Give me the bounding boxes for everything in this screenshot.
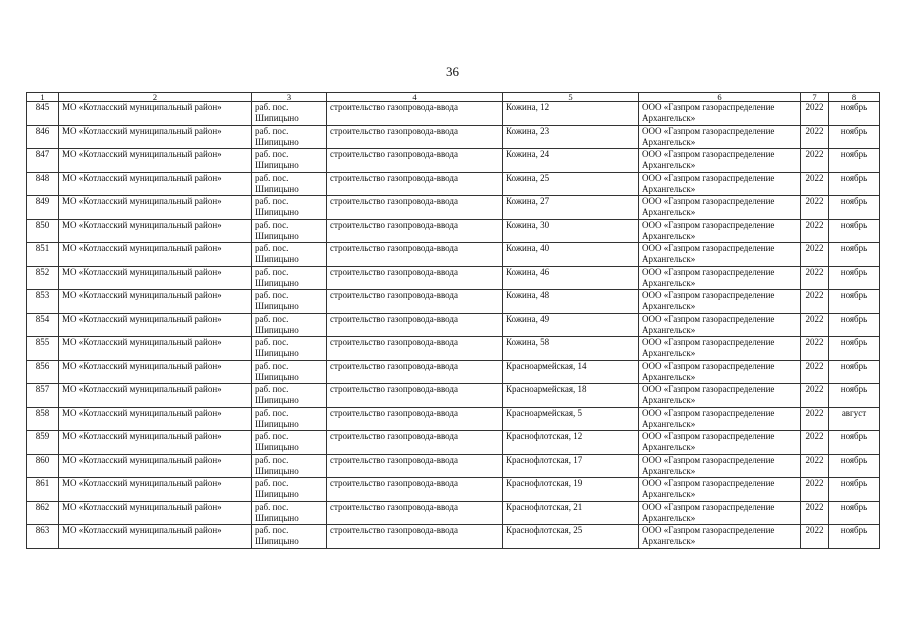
table-row	[27, 313, 880, 337]
organization-cell: ООО «Газпром газораспределение Архангельск»	[639, 313, 801, 337]
address-cell: Кожина, 24	[503, 149, 639, 173]
table-row	[27, 196, 880, 220]
settlement-cell: раб. пос. Шипицыно	[252, 431, 327, 455]
table-row	[27, 243, 880, 267]
work-type-cell: строительство газопровода-ввода	[327, 172, 503, 196]
month-cell: ноябрь	[829, 149, 880, 173]
table-row	[27, 478, 880, 502]
year-cell: 2022	[801, 431, 829, 455]
municipality-cell: МО «Котласский муниципальный район»	[59, 384, 252, 408]
address-cell: Красноармейская, 18	[503, 384, 639, 408]
month-cell: ноябрь	[829, 525, 880, 549]
work-type-cell: строительство газопровода-ввода	[327, 337, 503, 361]
row-number-cell: 851	[27, 243, 59, 267]
work-type-cell: строительство газопровода-ввода	[327, 290, 503, 314]
municipality-cell: МО «Котласский муниципальный район»	[59, 360, 252, 384]
municipality-cell: МО «Котласский муниципальный район»	[59, 266, 252, 290]
row-number-cell: 858	[27, 407, 59, 431]
settlement-cell: раб. пос. Шипицыно	[252, 290, 327, 314]
year-cell: 2022	[801, 313, 829, 337]
column-number: 1	[27, 93, 59, 102]
address-cell: Краснофлотская, 25	[503, 525, 639, 549]
municipality-cell: МО «Котласский муниципальный район»	[59, 431, 252, 455]
work-type-cell: строительство газопровода-ввода	[327, 478, 503, 502]
month-cell: ноябрь	[829, 172, 880, 196]
column-number: 2	[59, 93, 252, 102]
work-type-cell: строительство газопровода-ввода	[327, 243, 503, 267]
organization-cell: ООО «Газпром газораспределение Архангельск»	[639, 478, 801, 502]
settlement-cell: раб. пос. Шипицыно	[252, 243, 327, 267]
settlement-cell: раб. пос. Шипицыно	[252, 266, 327, 290]
year-cell: 2022	[801, 525, 829, 549]
row-number-cell: 863	[27, 525, 59, 549]
year-cell: 2022	[801, 501, 829, 525]
row-number-cell: 850	[27, 219, 59, 243]
work-type-cell: строительство газопровода-ввода	[327, 149, 503, 173]
year-cell: 2022	[801, 360, 829, 384]
table-row	[27, 360, 880, 384]
address-cell: Кожина, 23	[503, 125, 639, 149]
month-cell: ноябрь	[829, 431, 880, 455]
municipality-cell: МО «Котласский муниципальный район»	[59, 337, 252, 361]
settlement-cell: раб. пос. Шипицыно	[252, 407, 327, 431]
municipality-cell: МО «Котласский муниципальный район»	[59, 501, 252, 525]
year-cell: 2022	[801, 266, 829, 290]
organization-cell: ООО «Газпром газораспределение Архангельск»	[639, 243, 801, 267]
row-number-cell: 861	[27, 478, 59, 502]
organization-cell: ООО «Газпром газораспределение Архангельск»	[639, 431, 801, 455]
address-cell: Красноармейская, 5	[503, 407, 639, 431]
table-row	[27, 149, 880, 173]
row-number-cell: 859	[27, 431, 59, 455]
column-number: 5	[503, 93, 639, 102]
month-cell: ноябрь	[829, 337, 880, 361]
table-row	[27, 102, 880, 126]
work-type-cell: строительство газопровода-ввода	[327, 125, 503, 149]
row-number-cell: 857	[27, 384, 59, 408]
organization-cell: ООО «Газпром газораспределение Архангельск»	[639, 149, 801, 173]
organization-cell: ООО «Газпром газораспределение Архангельск»	[639, 266, 801, 290]
row-number-cell: 845	[27, 102, 59, 126]
month-cell: ноябрь	[829, 196, 880, 220]
table-row	[27, 501, 880, 525]
column-number: 8	[829, 93, 880, 102]
year-cell: 2022	[801, 125, 829, 149]
year-cell: 2022	[801, 407, 829, 431]
work-type-cell: строительство газопровода-ввода	[327, 219, 503, 243]
organization-cell: ООО «Газпром газораспределение Архангельск»	[639, 407, 801, 431]
row-number-cell: 852	[27, 266, 59, 290]
month-cell: ноябрь	[829, 219, 880, 243]
row-number-cell: 848	[27, 172, 59, 196]
organization-cell: ООО «Газпром газораспределение Архангельск»	[639, 501, 801, 525]
table-row	[27, 172, 880, 196]
work-type-cell: строительство газопровода-ввода	[327, 407, 503, 431]
settlement-cell: раб. пос. Шипицыно	[252, 313, 327, 337]
work-type-cell: строительство газопровода-ввода	[327, 454, 503, 478]
row-number-cell: 853	[27, 290, 59, 314]
organization-cell: ООО «Газпром газораспределение Архангельск»	[639, 360, 801, 384]
municipality-cell: МО «Котласский муниципальный район»	[59, 172, 252, 196]
organization-cell: ООО «Газпром газораспределение Архангельск»	[639, 525, 801, 549]
month-cell: ноябрь	[829, 125, 880, 149]
month-cell: ноябрь	[829, 313, 880, 337]
address-cell: Красноармейская, 14	[503, 360, 639, 384]
address-cell: Краснофлотская, 21	[503, 501, 639, 525]
municipality-cell: МО «Котласский муниципальный район»	[59, 313, 252, 337]
column-number: 7	[801, 93, 829, 102]
table-row	[27, 290, 880, 314]
settlement-cell: раб. пос. Шипицыно	[252, 196, 327, 220]
month-cell: ноябрь	[829, 360, 880, 384]
table-row	[27, 266, 880, 290]
row-number-cell: 856	[27, 360, 59, 384]
work-type-cell: строительство газопровода-ввода	[327, 196, 503, 220]
organization-cell: ООО «Газпром газораспределение Архангельск»	[639, 125, 801, 149]
month-cell: ноябрь	[829, 266, 880, 290]
work-type-cell: строительство газопровода-ввода	[327, 384, 503, 408]
organization-cell: ООО «Газпром газораспределение Архангельск»	[639, 102, 801, 126]
organization-cell: ООО «Газпром газораспределение Архангельск»	[639, 384, 801, 408]
work-type-cell: строительство газопровода-ввода	[327, 501, 503, 525]
month-cell: ноябрь	[829, 454, 880, 478]
address-cell: Кожина, 40	[503, 243, 639, 267]
municipality-cell: МО «Котласский муниципальный район»	[59, 478, 252, 502]
work-type-cell: строительство газопровода-ввода	[327, 431, 503, 455]
work-type-cell: строительство газопровода-ввода	[327, 266, 503, 290]
municipality-cell: МО «Котласский муниципальный район»	[59, 149, 252, 173]
address-cell: Краснофлотская, 17	[503, 454, 639, 478]
column-number: 6	[639, 93, 801, 102]
table-row	[27, 525, 880, 549]
row-number-cell: 854	[27, 313, 59, 337]
year-cell: 2022	[801, 384, 829, 408]
year-cell: 2022	[801, 454, 829, 478]
page-number: 36	[446, 64, 459, 79]
municipality-cell: МО «Котласский муниципальный район»	[59, 196, 252, 220]
address-cell: Кожина, 30	[503, 219, 639, 243]
month-cell: ноябрь	[829, 290, 880, 314]
month-cell: ноябрь	[829, 478, 880, 502]
year-cell: 2022	[801, 290, 829, 314]
table-row	[27, 407, 880, 431]
organization-cell: ООО «Газпром газораспределение Архангельск»	[639, 337, 801, 361]
address-cell: Кожина, 12	[503, 102, 639, 126]
municipality-cell: МО «Котласский муниципальный район»	[59, 454, 252, 478]
settlement-cell: раб. пос. Шипицыно	[252, 125, 327, 149]
table-row	[27, 431, 880, 455]
column-number: 4	[327, 93, 503, 102]
row-number-cell: 860	[27, 454, 59, 478]
month-cell: август	[829, 407, 880, 431]
settlement-cell: раб. пос. Шипицыно	[252, 149, 327, 173]
settlement-cell: раб. пос. Шипицыно	[252, 454, 327, 478]
settlement-cell: раб. пос. Шипицыно	[252, 501, 327, 525]
address-cell: Краснофлотская, 12	[503, 431, 639, 455]
settlement-cell: раб. пос. Шипицыно	[252, 219, 327, 243]
municipality-cell: МО «Котласский муниципальный район»	[59, 125, 252, 149]
work-type-cell: строительство газопровода-ввода	[327, 360, 503, 384]
municipality-cell: МО «Котласский муниципальный район»	[59, 219, 252, 243]
organization-cell: ООО «Газпром газораспределение Архангельск»	[639, 219, 801, 243]
year-cell: 2022	[801, 478, 829, 502]
year-cell: 2022	[801, 102, 829, 126]
row-number-cell: 862	[27, 501, 59, 525]
organization-cell: ООО «Газпром газораспределение Архангельск»	[639, 290, 801, 314]
year-cell: 2022	[801, 196, 829, 220]
address-cell: Кожина, 25	[503, 172, 639, 196]
column-number: 3	[252, 93, 327, 102]
settlement-cell: раб. пос. Шипицыно	[252, 478, 327, 502]
month-cell: ноябрь	[829, 102, 880, 126]
row-number-cell: 849	[27, 196, 59, 220]
year-cell: 2022	[801, 149, 829, 173]
address-cell: Кожина, 58	[503, 337, 639, 361]
row-number-cell: 855	[27, 337, 59, 361]
address-cell: Кожина, 46	[503, 266, 639, 290]
settlement-cell: раб. пос. Шипицыно	[252, 172, 327, 196]
settlement-cell: раб. пос. Шипицыно	[252, 384, 327, 408]
organization-cell: ООО «Газпром газораспределение Архангельск»	[639, 172, 801, 196]
work-type-cell: строительство газопровода-ввода	[327, 102, 503, 126]
work-type-cell: строительство газопровода-ввода	[327, 313, 503, 337]
column-number-row	[27, 93, 880, 102]
address-cell: Кожина, 27	[503, 196, 639, 220]
table-row	[27, 384, 880, 408]
year-cell: 2022	[801, 243, 829, 267]
organization-cell: ООО «Газпром газораспределение Архангельск»	[639, 196, 801, 220]
month-cell: ноябрь	[829, 243, 880, 267]
settlement-cell: раб. пос. Шипицыно	[252, 360, 327, 384]
settlement-cell: раб. пос. Шипицыно	[252, 337, 327, 361]
year-cell: 2022	[801, 337, 829, 361]
gas-pipeline-register-table	[26, 92, 880, 549]
address-cell: Краснофлотская, 19	[503, 478, 639, 502]
municipality-cell: МО «Котласский муниципальный район»	[59, 525, 252, 549]
row-number-cell: 847	[27, 149, 59, 173]
municipality-cell: МО «Котласский муниципальный район»	[59, 243, 252, 267]
month-cell: ноябрь	[829, 384, 880, 408]
settlement-cell: раб. пос. Шипицыно	[252, 525, 327, 549]
table-row	[27, 337, 880, 361]
year-cell: 2022	[801, 172, 829, 196]
municipality-cell: МО «Котласский муниципальный район»	[59, 407, 252, 431]
address-cell: Кожина, 49	[503, 313, 639, 337]
table-row	[27, 125, 880, 149]
row-number-cell: 846	[27, 125, 59, 149]
month-cell: ноябрь	[829, 501, 880, 525]
table-row	[27, 454, 880, 478]
municipality-cell: МО «Котласский муниципальный район»	[59, 102, 252, 126]
address-cell: Кожина, 48	[503, 290, 639, 314]
settlement-cell: раб. пос. Шипицыно	[252, 102, 327, 126]
municipality-cell: МО «Котласский муниципальный район»	[59, 290, 252, 314]
organization-cell: ООО «Газпром газораспределение Архангельск»	[639, 454, 801, 478]
table-row	[27, 219, 880, 243]
year-cell: 2022	[801, 219, 829, 243]
work-type-cell: строительство газопровода-ввода	[327, 525, 503, 549]
